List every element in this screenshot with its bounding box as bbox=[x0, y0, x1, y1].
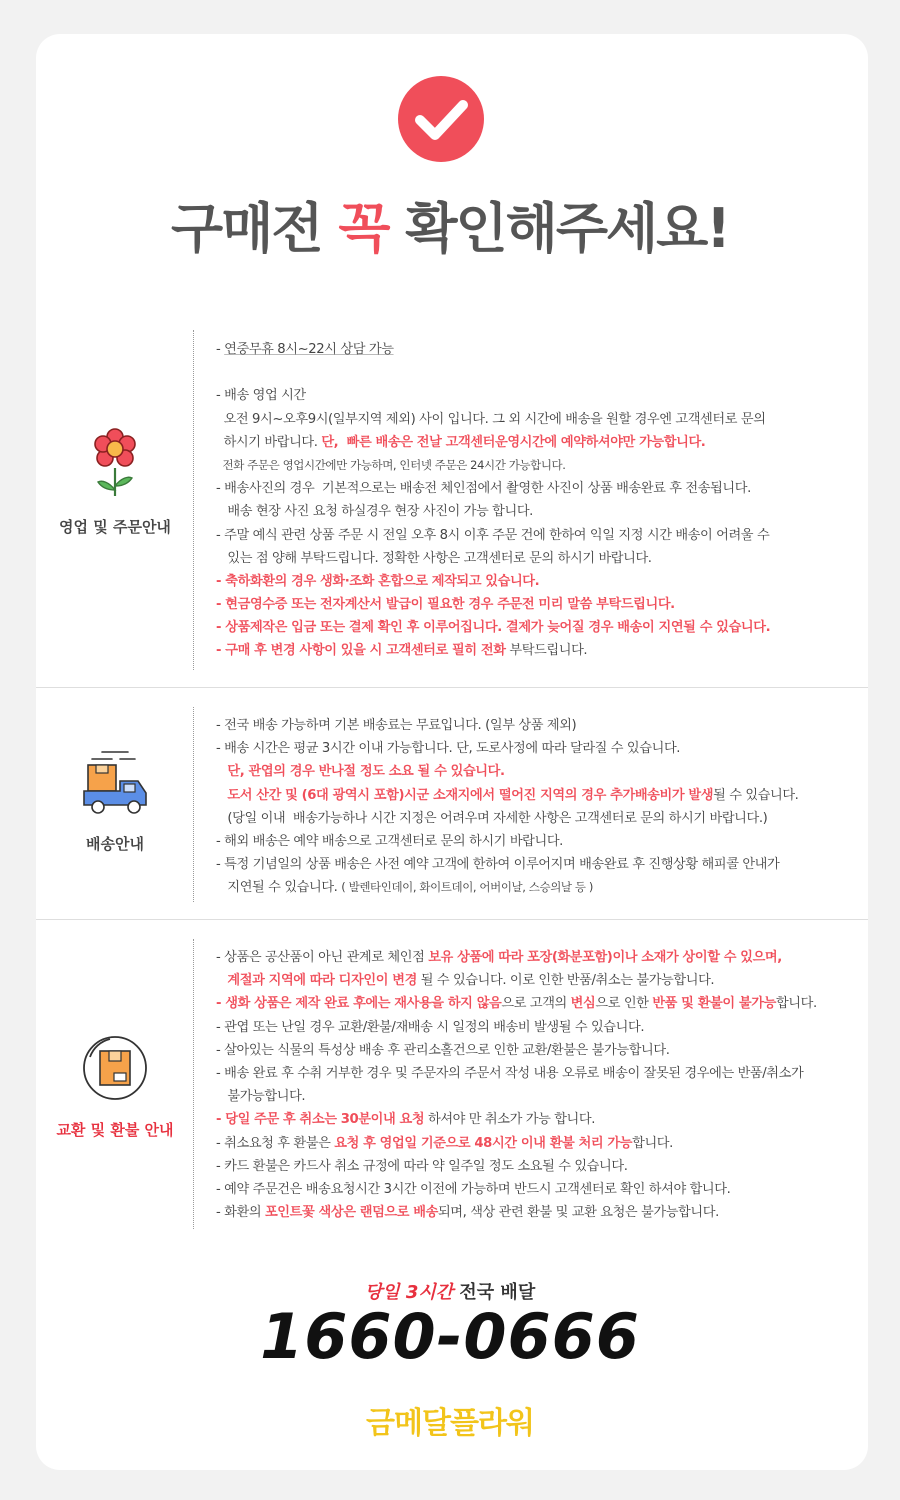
text-line bbox=[216, 408, 856, 431]
line-text bbox=[216, 764, 227, 779]
line-text: - bbox=[216, 342, 225, 357]
business-side bbox=[36, 428, 194, 537]
line-text: - 카드 환불은 카드사 취소 규정에 따라 약 일주일 정도 소요될 수 있습니다. bbox=[216, 1158, 628, 1174]
line-text: (당일 이내 배송가능하나 시간 지정은 어려우며 자세한 사항은 고객센터로 문의 하시기 바랍니다.) bbox=[216, 810, 768, 826]
delivery-text bbox=[216, 714, 856, 900]
section-divider bbox=[36, 687, 868, 688]
title-part1: 구매전 bbox=[171, 197, 322, 260]
line-text: - 화환의 bbox=[216, 1205, 265, 1221]
highlight-text: 변심 bbox=[570, 996, 596, 1012]
line-text: - 배송 완료 후 수취 거부한 경우 및 주문자의 주문서 작성 내용 오류로 배송이 잘못된 경우에는 반품/취소가 bbox=[216, 1065, 804, 1081]
line-text: - 특정 기념일의 상품 배송은 사전 예약 고객에 한하여 이루어지며 배송완료 후 진행상황 해피콜 안내가 bbox=[216, 857, 780, 873]
exchange-section bbox=[36, 937, 868, 1227]
line-text: 으로 인한 bbox=[595, 996, 653, 1012]
text-line bbox=[216, 737, 856, 760]
line-text: - 예약 주문건은 배송요청시간 3시간 이전에 가능하며 반드시 고객센터로 확인 하셔야 합니다. bbox=[216, 1181, 731, 1197]
exchange-side bbox=[36, 1033, 194, 1140]
line-text: 하셔야 만 취소가 가능 합니다. bbox=[424, 1112, 596, 1128]
phone-number[interactable]: 1660-0666 bbox=[260, 1300, 640, 1373]
line-text: 합니다. bbox=[775, 996, 817, 1012]
text-line bbox=[216, 431, 856, 454]
highlight-text: - 축하화환의 경우 생화·조화 혼합으로 제작되고 있습니다. bbox=[216, 573, 540, 589]
text-line bbox=[216, 969, 856, 992]
text-line bbox=[216, 547, 856, 570]
text-line bbox=[216, 1178, 856, 1201]
line-text: ( 발렌타인데이, 화이트데이, 어버이날, 스승의날 등 ) bbox=[341, 880, 593, 895]
check-icon bbox=[398, 76, 484, 162]
text-line bbox=[216, 784, 856, 807]
page-title bbox=[0, 186, 900, 263]
line-text: 불가능합니다. bbox=[216, 1089, 306, 1105]
text-line bbox=[216, 361, 856, 384]
line-text: 오전 9시~오후9시(일부지역 제외) 사이 입니다. 그 외 시간에 배송을 원할 경우엔 고객센터로 문의 bbox=[216, 411, 766, 427]
line-text: 지연될 수 있습니다. bbox=[216, 880, 342, 896]
line-text: 으로 고객의 bbox=[501, 996, 571, 1012]
line-text: 되며, 색상 관련 환불 및 교환 요청은 불가능합니다. bbox=[437, 1205, 719, 1221]
business-title: 영업 및 주문안내 bbox=[59, 518, 171, 536]
text-line bbox=[216, 1085, 856, 1108]
section-divider bbox=[36, 919, 868, 920]
line-text: 될 수 있습니다. bbox=[713, 787, 799, 803]
text-line bbox=[216, 853, 856, 876]
line-text: 있는 점 양해 부탁드립니다. 정확한 사항은 고객센터로 문의 하시기 바랍니다. bbox=[216, 550, 652, 566]
line-text: 부탁드립니다. bbox=[505, 643, 588, 659]
title-accent: 꼭 bbox=[338, 197, 389, 260]
line-text: - 배송 영업 시간 bbox=[216, 388, 306, 404]
line-text: - 상품은 공산품이 아닌 관계로 체인점 bbox=[216, 950, 429, 965]
text-line bbox=[216, 639, 856, 662]
highlight-text: - 당일 주문 후 취소는 30분이내 요청 bbox=[216, 1112, 425, 1128]
line-text: - 배송 시간은 평균 3시간 이내 가능합니다. 단, 도로사정에 따라 달라질 수 있습니다. bbox=[216, 741, 681, 757]
highlight-text: 단, 관엽의 경우 반나절 정도 소요 될 수 있습니다. bbox=[227, 764, 505, 780]
text-line bbox=[216, 807, 856, 830]
highlight-text: 요청 후 영업일 기준으로 48시간 이내 환불 처리 가능 bbox=[334, 1135, 633, 1151]
text-line bbox=[216, 1016, 856, 1039]
line-text: 될 수 있습니다. 이로 인한 반품/취소는 불가능합니다. bbox=[416, 973, 715, 989]
text-line bbox=[216, 946, 856, 969]
highlight-text: 포인트꽃 색상은 랜덤으로 배송 bbox=[264, 1205, 438, 1221]
line-text: 배송 현장 사진 요청 하실경우 현장 사진이 가능 합니다. bbox=[216, 504, 533, 520]
line-text: 하시기 바랍니다. bbox=[216, 434, 322, 450]
text-line bbox=[216, 1155, 856, 1178]
line-text: 연중무휴 8시~22시 상담 가능 bbox=[224, 342, 394, 357]
line-text: 합니다. bbox=[632, 1135, 673, 1151]
line-text: - 살아있는 식물의 특성상 배송 후 관리소홀건으로 인한 교환/환불은 불가능합니다. bbox=[216, 1042, 670, 1058]
delivery-side bbox=[36, 747, 194, 854]
text-line bbox=[216, 1132, 856, 1155]
text-line bbox=[216, 500, 856, 523]
exchange-title: 교환 및 환불 안내 bbox=[56, 1121, 174, 1139]
highlight-text: 단, 빠른 배송은 전날 고객센터운영시간에 예약하셔야만 가능합니다. bbox=[321, 434, 706, 450]
highlight-text: - 구매 후 변경 사항이 있을 시 고객센터로 필히 전화 bbox=[216, 643, 506, 659]
text-line bbox=[216, 1039, 856, 1062]
highlight-text: 도서 산간 및 (6대 광역시 포함)시군 소재지에서 떨어진 지역의 경우 추가배송비가 발생 bbox=[227, 787, 714, 803]
business-text bbox=[216, 338, 856, 663]
line-text: - 관엽 또는 난일 경우 교환/환불/재배송 시 일정의 배송비 발생될 수 있습니다. bbox=[216, 1019, 645, 1035]
text-line bbox=[216, 760, 856, 783]
tagline-rest: 전국 배달 bbox=[453, 1282, 536, 1303]
line-text: - 배송사진의 경우 기본적으로는 배송전 체인점에서 촬영한 사진이 상품 배송완료 후 전송됩니다. bbox=[216, 481, 751, 497]
text-line bbox=[216, 384, 856, 407]
delivery-title: 배송안내 bbox=[86, 835, 144, 853]
text-line bbox=[216, 524, 856, 547]
highlight-text: 보유 상품에 따라 포장(화분포함)이나 소재가 상이할 수 있으며, bbox=[428, 950, 782, 965]
text-line bbox=[216, 992, 856, 1015]
line-text: - 취소요청 후 환불은 bbox=[216, 1135, 335, 1151]
text-line bbox=[216, 477, 856, 500]
text-line bbox=[216, 1062, 856, 1085]
brand-logo: 금메달플라워 bbox=[366, 1406, 534, 1441]
flower-icon bbox=[90, 428, 140, 500]
highlight-text: 반품 및 환불이 불가능 bbox=[652, 996, 776, 1012]
box-return-icon bbox=[80, 1033, 150, 1103]
truck-icon bbox=[80, 747, 150, 817]
line-text: - 해외 배송은 예약 배송으로 고객센터로 문의 하시기 바랍니다. bbox=[216, 833, 563, 849]
text-line bbox=[216, 830, 856, 853]
tagline-highlight: 당일 3시간 bbox=[364, 1282, 454, 1303]
text-line bbox=[216, 876, 856, 899]
line-text bbox=[216, 788, 227, 803]
line-text: - 전국 배송 가능하며 기본 배송료는 무료입니다. (일부 상품 제외) bbox=[216, 718, 577, 733]
text-line bbox=[216, 570, 856, 593]
exchange-text bbox=[216, 946, 856, 1224]
text-line bbox=[216, 1108, 856, 1131]
business-section bbox=[36, 330, 868, 670]
text-line bbox=[216, 1201, 856, 1224]
text-line bbox=[216, 616, 856, 639]
text-line bbox=[216, 454, 856, 477]
highlight-text: - 상품제작은 입금 또는 결제 확인 후 이루어집니다. 결제가 늦어질 경우 배송이 지연될 수 있습니다. bbox=[216, 620, 771, 636]
text-line bbox=[216, 714, 856, 737]
line-text: - 주말 예식 관련 상품 주문 시 전일 오후 8시 이후 주문 건에 한하여 익일 지정 시간 배송이 어려울 수 bbox=[216, 527, 770, 543]
highlight-text: - 생화 상품은 제작 완료 후에는 재사용을 하지 않음 bbox=[216, 996, 502, 1012]
highlight-text: - 현금영수증 또는 전자계산서 발급이 필요한 경우 주문전 미리 말씀 부탁드립니다. bbox=[216, 597, 675, 613]
line-text bbox=[216, 973, 227, 988]
text-line bbox=[216, 593, 856, 616]
title-part2: 확인해주세요! bbox=[405, 197, 729, 260]
text-line bbox=[216, 338, 856, 361]
delivery-section bbox=[36, 705, 868, 900]
line-text: 전화 주문은 영업시간에만 가능하며, 인터넷 주문은 24시간 가능합니다. bbox=[216, 457, 566, 472]
highlight-text: 계절과 지역에 따라 디자인이 변경 bbox=[227, 973, 417, 989]
